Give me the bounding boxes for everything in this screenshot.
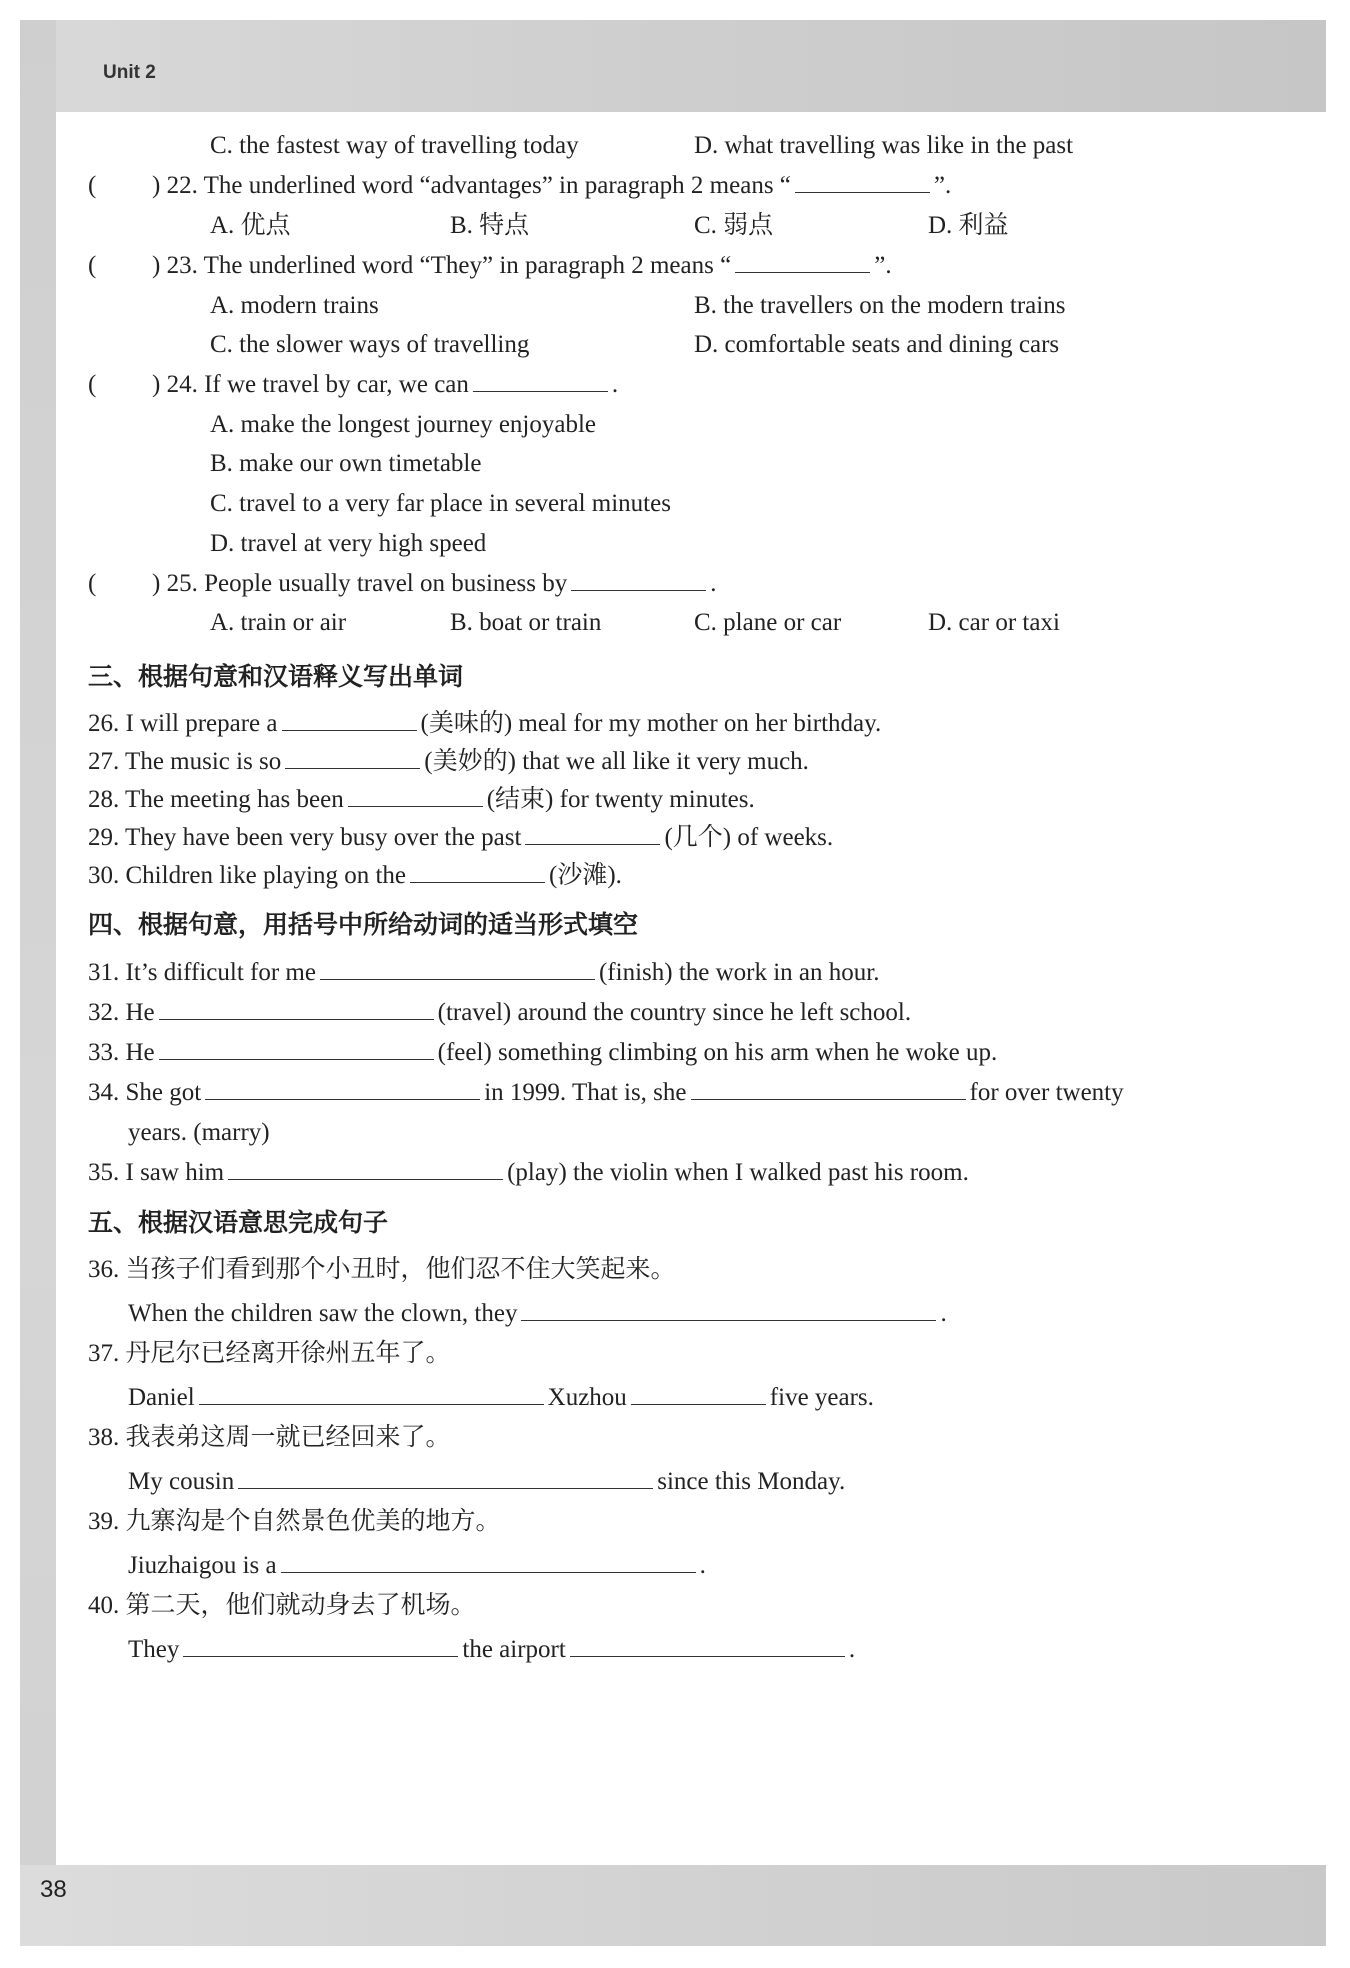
q22-answer-paren: ( bbox=[88, 172, 97, 199]
q24-stem-end: . bbox=[611, 371, 619, 398]
q24-stem: If we travel by car, we can bbox=[204, 371, 469, 398]
q25-stem-end: . bbox=[710, 570, 717, 597]
page-frame-bottom bbox=[20, 1865, 1326, 1946]
q23-number: ) 23. bbox=[152, 252, 198, 279]
q28-rest: (结束) for twenty minutes. bbox=[486, 786, 755, 813]
q34-line bbox=[88, 1077, 1124, 1109]
q40-blank-1[interactable] bbox=[183, 1634, 458, 1657]
q37-end: five years. bbox=[769, 1384, 874, 1411]
q31-rest: (finish) the work in an hour. bbox=[598, 959, 880, 986]
q22-blank[interactable] bbox=[795, 170, 930, 193]
page-frame-left bbox=[20, 20, 56, 1946]
q37-english-line bbox=[128, 1382, 874, 1414]
q40-chinese: 40. 第二天，他们就动身去了机场。 bbox=[88, 1592, 476, 1619]
q37-blank-2[interactable] bbox=[631, 1382, 766, 1405]
section-5-title: 五、根据汉语意思完成句子 bbox=[88, 1208, 389, 1237]
q23-question bbox=[152, 250, 892, 282]
q25-option-d: D. car or taxi bbox=[928, 609, 1060, 636]
q40-stem: They bbox=[128, 1636, 180, 1663]
q26-blank[interactable] bbox=[282, 708, 417, 731]
q40-middle: the airport bbox=[462, 1636, 566, 1663]
q24-blank[interactable] bbox=[473, 369, 608, 392]
q39-chinese: 39. 九寨沟是个自然景色优美的地方。 bbox=[88, 1508, 501, 1535]
q24-option-d: D. travel at very high speed bbox=[210, 530, 487, 557]
q31-blank[interactable] bbox=[320, 957, 595, 980]
q22-stem-end: ”. bbox=[933, 172, 952, 199]
q22-number: ) 22. bbox=[152, 172, 198, 199]
q33-blank[interactable] bbox=[159, 1037, 434, 1060]
q21-option-c: C. the fastest way of travelling today bbox=[210, 132, 579, 159]
q38-blank[interactable] bbox=[238, 1466, 653, 1489]
q38-end: since this Monday. bbox=[657, 1468, 846, 1495]
q35-line bbox=[88, 1157, 969, 1189]
q39-english-line bbox=[128, 1550, 706, 1582]
q23-blank[interactable] bbox=[735, 250, 870, 273]
q23-stem: The underlined word “They” in paragraph 2 means “ bbox=[203, 252, 732, 279]
q27-blank[interactable] bbox=[285, 746, 420, 769]
q28-line bbox=[88, 784, 755, 816]
q36-stem: When the children saw the clown, they bbox=[128, 1300, 518, 1327]
q36-end: . bbox=[940, 1300, 947, 1327]
q22-stem: The underlined word “advantages” in paragraph 2 means “ bbox=[203, 172, 791, 199]
section-4-title: 四、根据句意，用括号中所给动词的适当形式填空 bbox=[88, 910, 639, 939]
q23-option-c: C. the slower ways of travelling bbox=[210, 331, 530, 358]
q26-rest: (美味的) meal for my mother on her birthday. bbox=[420, 710, 882, 737]
page-frame-top bbox=[20, 20, 1326, 112]
q35-stem: 35. I saw him bbox=[88, 1159, 225, 1186]
q40-blank-2[interactable] bbox=[570, 1634, 845, 1657]
q30-rest: (沙滩). bbox=[549, 862, 622, 889]
q33-rest: (feel) something climbing on his arm when he woke up. bbox=[437, 1039, 998, 1066]
q25-question bbox=[152, 568, 716, 600]
q34-blank-1[interactable] bbox=[205, 1077, 480, 1100]
q35-blank[interactable] bbox=[228, 1157, 503, 1180]
q25-answer-paren: ( bbox=[88, 570, 97, 597]
q31-line bbox=[88, 957, 879, 989]
q32-stem: 32. He bbox=[88, 999, 155, 1026]
page-number: 38 bbox=[40, 1876, 67, 1903]
q39-end: . bbox=[699, 1552, 706, 1579]
q30-line bbox=[88, 860, 622, 892]
q34-rest: for over twenty bbox=[969, 1079, 1124, 1106]
q31-stem: 31. It’s difficult for me bbox=[88, 959, 316, 986]
q37-chinese: 37. 丹尼尔已经离开徐州五年了。 bbox=[88, 1340, 451, 1367]
q22-option-a: A. 优点 bbox=[210, 212, 291, 239]
q28-blank[interactable] bbox=[348, 784, 483, 807]
q29-stem: 29. They have been very busy over the past bbox=[88, 824, 522, 851]
q29-blank[interactable] bbox=[525, 822, 660, 845]
q22-option-b: B. 特点 bbox=[450, 212, 530, 239]
q34-stem: 34. She got bbox=[88, 1079, 202, 1106]
q26-line bbox=[88, 708, 881, 740]
q24-answer-paren: ( bbox=[88, 371, 97, 398]
q22-option-d: D. 利益 bbox=[928, 212, 1009, 239]
q35-rest: (play) the violin when I walked past his room. bbox=[507, 1159, 969, 1186]
q28-stem: 28. The meeting has been bbox=[88, 786, 344, 813]
q40-english-line bbox=[128, 1634, 855, 1666]
q37-blank-1[interactable] bbox=[199, 1382, 544, 1405]
q25-number: ) 25. bbox=[152, 570, 198, 597]
section-3-title: 三、根据句意和汉语释义写出单词 bbox=[88, 662, 464, 691]
q25-option-b: B. boat or train bbox=[450, 609, 602, 636]
q39-blank[interactable] bbox=[281, 1550, 696, 1573]
q36-chinese: 36. 当孩子们看到那个小丑时，他们忍不住大笑起来。 bbox=[88, 1256, 676, 1283]
q29-rest: (几个) of weeks. bbox=[664, 824, 834, 851]
q25-option-a: A. train or air bbox=[210, 609, 347, 636]
q38-stem: My cousin bbox=[128, 1468, 235, 1495]
q22-question bbox=[152, 170, 951, 202]
q24-option-a: A. make the longest journey enjoyable bbox=[210, 411, 596, 438]
q36-english-line bbox=[128, 1298, 947, 1330]
q29-line bbox=[88, 822, 833, 854]
q38-english-line bbox=[128, 1466, 845, 1498]
unit-label: Unit 2 bbox=[103, 62, 156, 83]
q24-question bbox=[152, 369, 618, 401]
q25-blank[interactable] bbox=[571, 568, 706, 591]
q23-answer-paren: ( bbox=[88, 252, 97, 279]
q23-stem-end: ”. bbox=[874, 252, 892, 279]
q36-blank[interactable] bbox=[521, 1298, 936, 1321]
q27-line bbox=[88, 746, 809, 778]
q24-option-c: C. travel to a very far place in several minutes bbox=[210, 490, 671, 517]
q27-stem: 27. The music is so bbox=[88, 748, 282, 775]
q34-middle: in 1999. That is, she bbox=[484, 1079, 687, 1106]
q34-continuation: years. (marry) bbox=[128, 1119, 270, 1146]
q21-option-d: D. what travelling was like in the past bbox=[694, 132, 1074, 159]
q25-stem: People usually travel on business by bbox=[204, 570, 568, 597]
q39-stem: Jiuzhaigou is a bbox=[128, 1552, 277, 1579]
q23-option-a: A. modern trains bbox=[210, 292, 379, 319]
q27-rest: (美妙的) that we all like it very much. bbox=[424, 748, 809, 775]
q37-middle: Xuzhou bbox=[547, 1384, 627, 1411]
q23-option-d: D. comfortable seats and dining cars bbox=[694, 331, 1060, 358]
q33-stem: 33. He bbox=[88, 1039, 155, 1066]
q22-option-c: C. 弱点 bbox=[694, 212, 774, 239]
q24-number: ) 24. bbox=[152, 371, 198, 398]
q40-end: . bbox=[848, 1636, 856, 1663]
q23-option-b: B. the travellers on the modern trains bbox=[694, 292, 1066, 319]
q30-stem: 30. Children like playing on the bbox=[88, 862, 407, 889]
q37-stem: Daniel bbox=[128, 1384, 195, 1411]
q26-stem: 26. I will prepare a bbox=[88, 710, 278, 737]
q34-blank-2[interactable] bbox=[691, 1077, 966, 1100]
q25-option-c: C. plane or car bbox=[694, 609, 842, 636]
q38-chinese: 38. 我表弟这周一就已经回来了。 bbox=[88, 1424, 451, 1451]
q24-option-b: B. make our own timetable bbox=[210, 450, 482, 477]
q33-line bbox=[88, 1037, 997, 1069]
q32-rest: (travel) around the country since he left school. bbox=[437, 999, 912, 1026]
q30-blank[interactable] bbox=[410, 860, 545, 883]
q32-line bbox=[88, 997, 911, 1029]
q32-blank[interactable] bbox=[159, 997, 434, 1020]
